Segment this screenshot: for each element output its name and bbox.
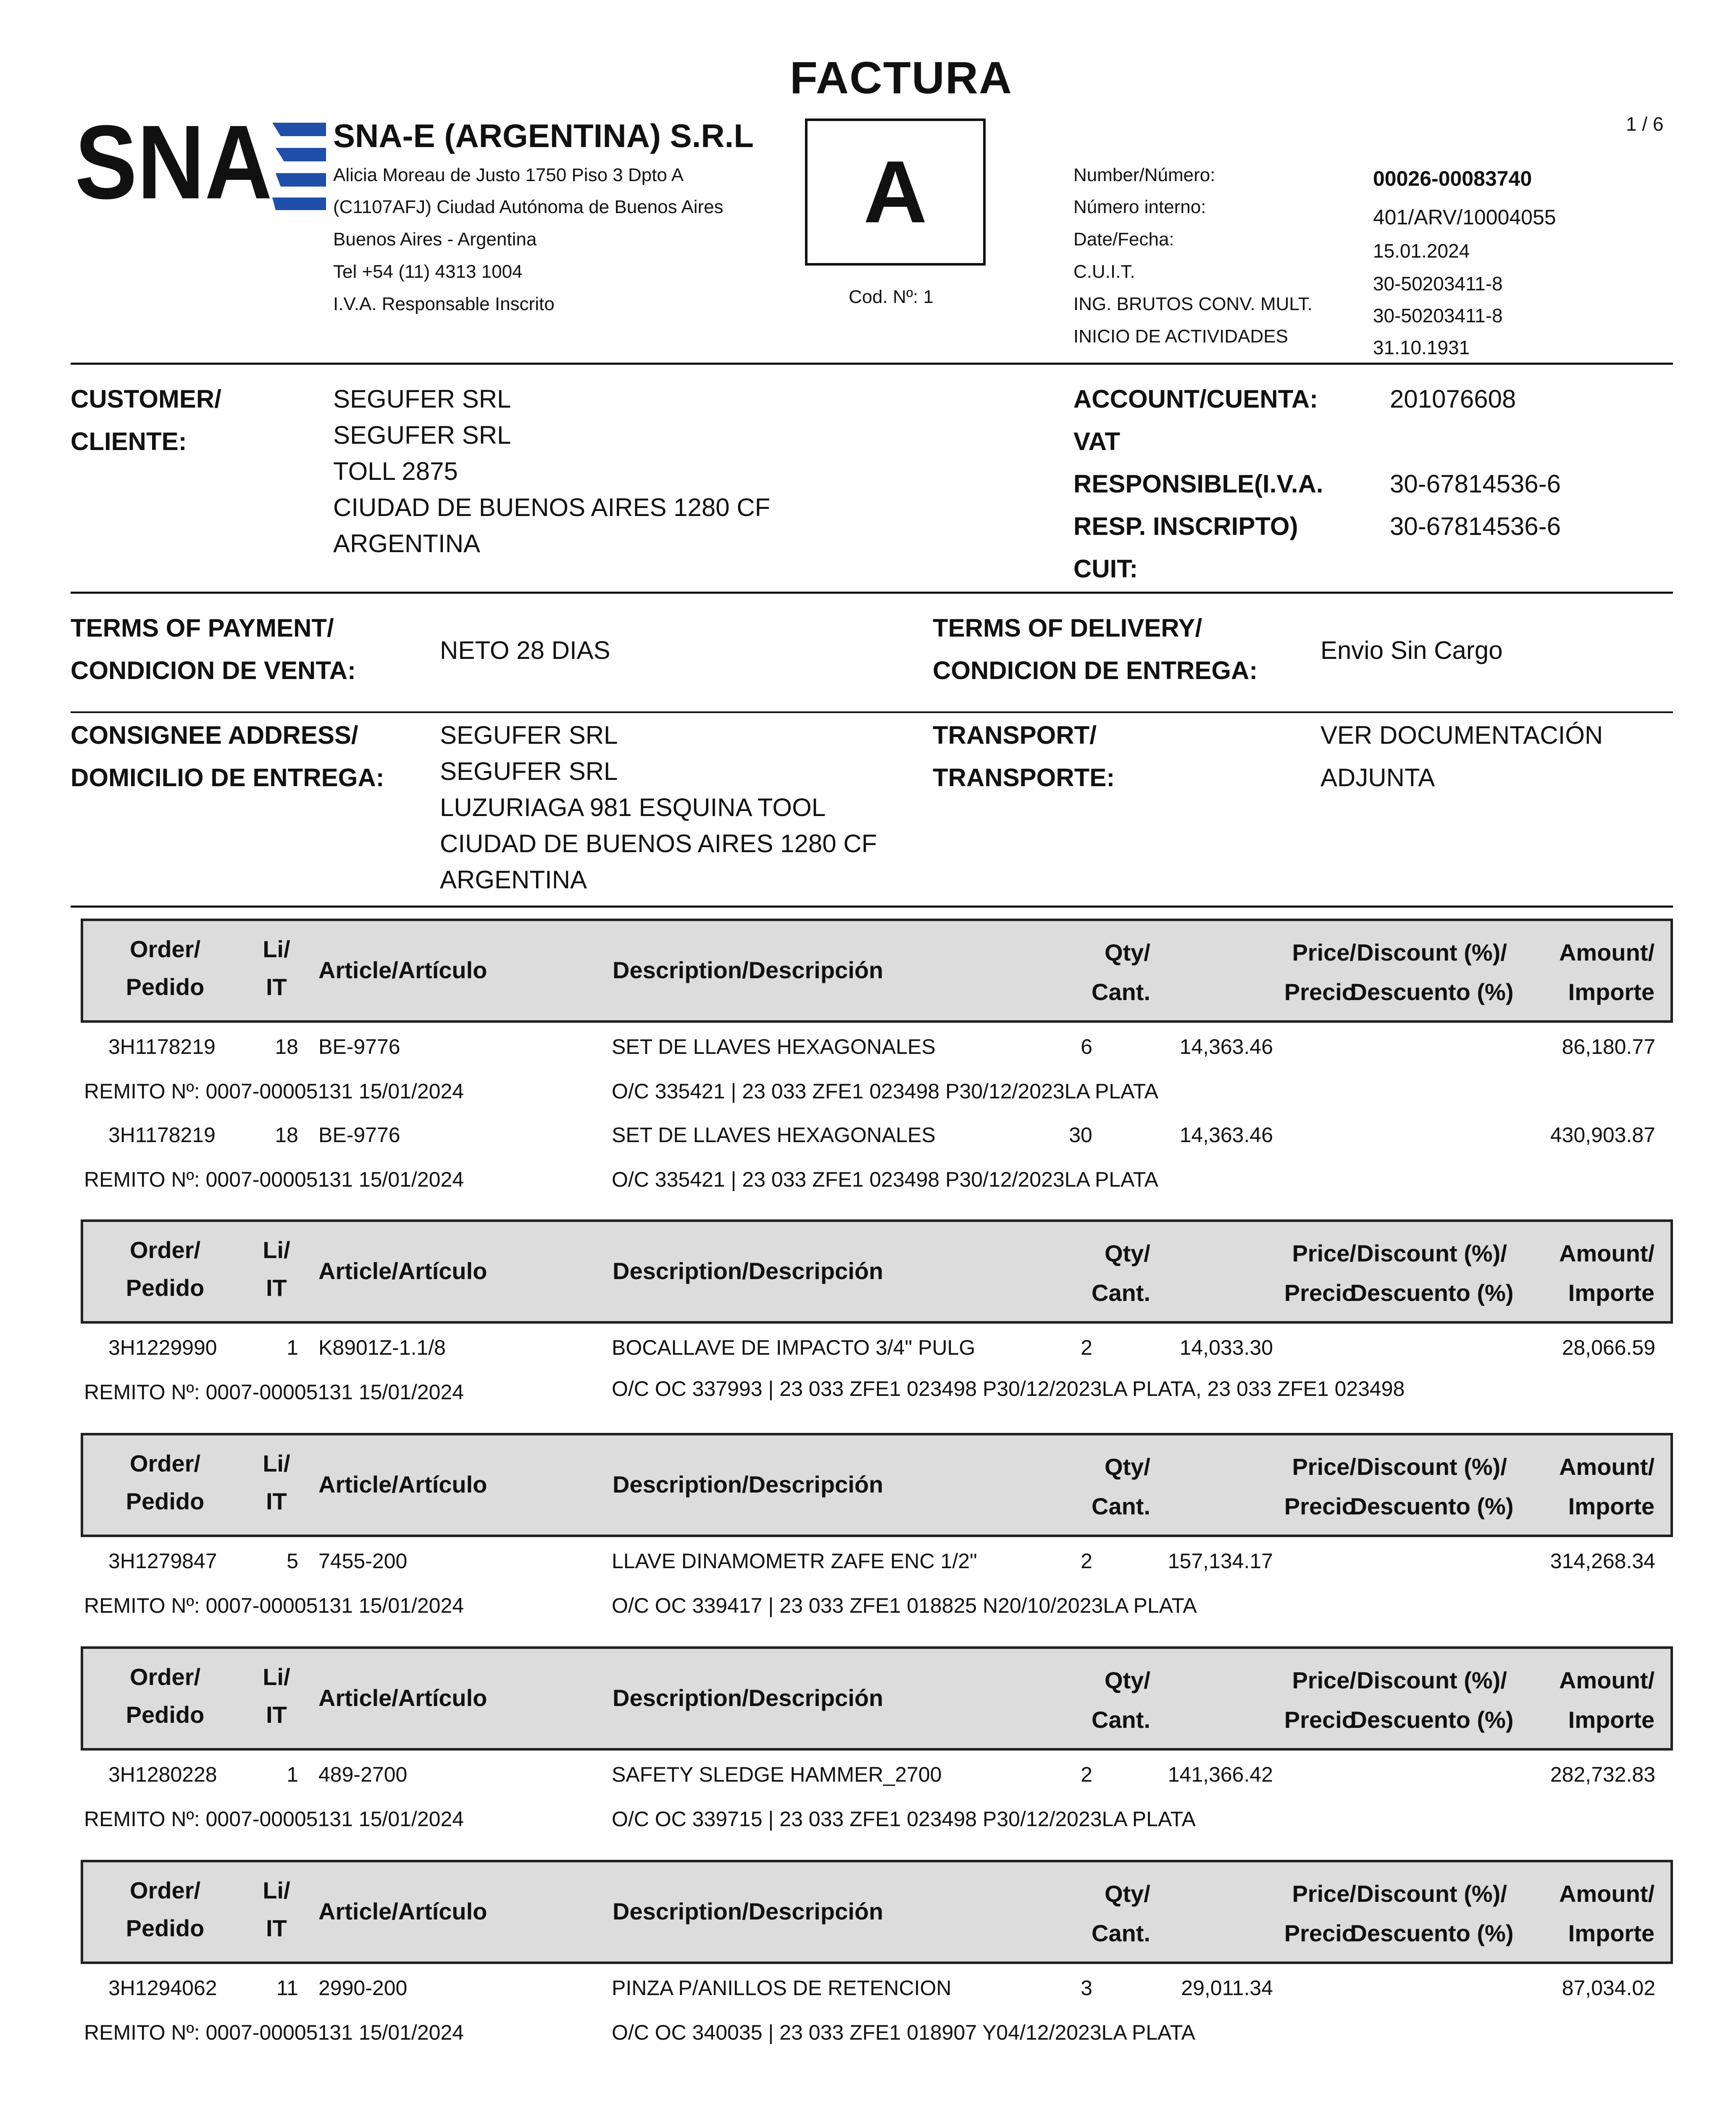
cod-number: Cod. Nº: 1	[849, 287, 934, 307]
meta-label: Date/Fecha:	[1073, 229, 1174, 250]
col-price: Precio	[1284, 1493, 1356, 1519]
divider	[71, 363, 1673, 365]
item-amount: 86,180.77	[1562, 1035, 1655, 1058]
col-qty: Qty/	[1105, 1880, 1150, 1907]
col-price: Precio	[1284, 1706, 1356, 1733]
col-li: IT	[266, 1701, 287, 1728]
col-order: Pedido	[126, 1701, 205, 1728]
items-table-header	[81, 1433, 1673, 1537]
col-qty: Cant.	[1092, 1920, 1150, 1946]
item-price: 157,134.17	[1168, 1549, 1273, 1573]
item-description: SET DE LLAVES HEXAGONALES	[612, 1035, 936, 1058]
col-discount: Discount (%)/	[1357, 1667, 1507, 1693]
col-price: Precio	[1284, 979, 1356, 1005]
col-discount: Descuento (%)	[1350, 1280, 1514, 1306]
col-li: IT	[266, 974, 287, 1000]
item-order: 3H1280228	[108, 1763, 217, 1786]
col-qty: Cant.	[1092, 979, 1150, 1005]
col-amount: Amount/	[1559, 939, 1654, 966]
col-li: IT	[266, 1488, 287, 1514]
item-li: 11	[276, 1976, 298, 2000]
consignee-line: SEGUFER SRL	[440, 757, 618, 785]
item-price: 14,033.30	[1179, 1336, 1273, 1359]
col-discount: Discount (%)/	[1357, 1880, 1507, 1907]
payment-terms-label: CONDICION DE VENTA:	[71, 656, 356, 685]
transport-line: ADJUNTA	[1320, 764, 1435, 792]
item-article: 2990-200	[318, 1976, 408, 2000]
consignee-line: ARGENTINA	[440, 866, 587, 894]
cuit: 30-50203411-8	[1373, 273, 1503, 295]
col-amount: Amount/	[1559, 1880, 1654, 1907]
invoice-type-box	[805, 118, 986, 266]
item-price: 14,363.46	[1179, 1123, 1273, 1147]
consignee-line: CIUDAD DE BUENOS AIRES 1280 CF	[440, 829, 877, 858]
divider	[71, 592, 1673, 594]
customer-line: TOLL 2875	[333, 457, 458, 485]
company-phone: Tel +54 (11) 4313 1004	[333, 261, 523, 282]
delivery-terms-label: TERMS OF DELIVERY/	[933, 614, 1202, 642]
company-name: SNA-E (ARGENTINA) S.R.L	[333, 117, 754, 154]
item-li: 18	[275, 1035, 298, 1058]
col-description: Description/Descripción	[613, 1898, 884, 1925]
vat-number: 30-67814536-6	[1390, 470, 1561, 498]
col-description: Description/Descripción	[613, 1471, 884, 1498]
consignee-line: LUZURIAGA 981 ESQUINA TOOL	[440, 793, 826, 821]
consignee-label: CONSIGNEE ADDRESS/	[71, 721, 358, 749]
transport-label: TRANSPORT/	[933, 721, 1097, 749]
item-article: 489-2700	[318, 1763, 408, 1786]
divider	[71, 711, 1673, 713]
item-article: K8901Z-1.1/8	[318, 1336, 446, 1359]
col-discount: Descuento (%)	[1350, 979, 1514, 1005]
col-amount: Amount/	[1559, 1453, 1654, 1480]
col-discount: Descuento (%)	[1350, 1920, 1514, 1946]
customer-label: CLIENTE:	[71, 427, 187, 455]
item-description: BOCALLAVE DE IMPACTO 3/4" PULG	[612, 1336, 976, 1359]
col-order: Pedido	[126, 974, 205, 1000]
col-price: Precio	[1284, 1280, 1356, 1306]
transport-line: VER DOCUMENTACIÓN	[1320, 721, 1603, 749]
col-price: Price/	[1292, 1667, 1356, 1693]
item-li: 1	[287, 1763, 298, 1786]
company-address-line: (C1107AFJ) Ciudad Autónoma de Buenos Aires	[333, 197, 723, 217]
items-table-header	[81, 1219, 1673, 1324]
item-qty: 3	[1081, 1976, 1092, 2000]
consignee-label: DOMICILIO DE ENTREGA:	[71, 764, 384, 792]
item-purchase-order: O/C OC 340035 | 23 033 ZFE1 018907 Y04/12/2023LA PLATA	[612, 2021, 1195, 2044]
meta-label: INICIO DE ACTIVIDADES	[1073, 326, 1288, 347]
col-description: Description/Descripción	[613, 1685, 884, 1711]
items-table-header	[81, 919, 1673, 1023]
col-amount: Importe	[1568, 1493, 1654, 1519]
company-address-line: Alicia Moreau de Justo 1750 Piso 3 Dpto A	[333, 165, 684, 185]
item-remito: REMITO Nº: 0007-00005131 15/01/2024	[84, 1807, 464, 1831]
col-order: Pedido	[126, 1274, 205, 1301]
item-purchase-order: O/C OC 339417 | 23 033 ZFE1 018825 N20/10/2023LA PLATA	[612, 1594, 1197, 1617]
payment-terms-label: TERMS OF PAYMENT/	[71, 614, 334, 642]
col-article: Article/Artículo	[318, 1898, 487, 1925]
item-qty: 2	[1081, 1763, 1092, 1786]
meta-label: Number/Número:	[1073, 165, 1215, 185]
col-order: Pedido	[126, 1488, 205, 1514]
col-order: Pedido	[126, 1915, 205, 1941]
item-remito: REMITO Nº: 0007-00005131 15/01/2024	[84, 1079, 464, 1103]
col-qty: Cant.	[1092, 1493, 1150, 1519]
col-li: Li/	[263, 1237, 290, 1263]
item-order: 3H1178219	[108, 1123, 216, 1147]
item-amount: 282,732.83	[1550, 1763, 1655, 1786]
consignee-line: SEGUFER SRL	[440, 721, 618, 749]
col-li: IT	[266, 1274, 287, 1301]
payment-terms-value: NETO 28 DIAS	[440, 636, 610, 664]
item-order: 3H1279847	[108, 1549, 217, 1573]
item-li: 1	[287, 1336, 298, 1359]
page-number: 1 / 6	[1626, 113, 1664, 135]
item-amount: 28,066.59	[1562, 1336, 1655, 1359]
col-order: Order/	[129, 936, 201, 962]
internal-number: 401/ARV/10004055	[1373, 205, 1556, 229]
col-discount: Descuento (%)	[1350, 1706, 1514, 1733]
transport-label: TRANSPORTE:	[933, 764, 1115, 792]
divider	[71, 906, 1673, 908]
item-article: 7455-200	[318, 1549, 408, 1573]
col-li: Li/	[263, 1877, 290, 1904]
col-article: Article/Artículo	[318, 1471, 487, 1498]
delivery-terms-label: CONDICION DE ENTREGA:	[933, 656, 1258, 685]
ingresos-brutos: 30-50203411-8	[1373, 305, 1503, 326]
invoice-type-letter: A	[863, 142, 927, 241]
col-order: Order/	[129, 1877, 201, 1904]
item-description: LLAVE DINAMOMETR ZAFE ENC 1/2"	[612, 1549, 977, 1573]
col-qty: Cant.	[1092, 1706, 1150, 1733]
col-discount: Discount (%)/	[1357, 939, 1507, 966]
item-order: 3H1229990	[108, 1336, 217, 1359]
item-description: SAFETY SLEDGE HAMMER_2700	[612, 1763, 942, 1786]
item-order: 3H1294062	[108, 1976, 217, 2000]
item-description: PINZA P/ANILLOS DE RETENCION	[612, 1976, 952, 2000]
account-number: 201076608	[1390, 385, 1516, 413]
col-price: Price/	[1292, 939, 1356, 966]
item-price: 14,363.46	[1179, 1035, 1273, 1058]
item-purchase-order: O/C 335421 | 23 033 ZFE1 023498 P30/12/2023LA PLATA	[612, 1168, 1158, 1191]
item-article: BE-9776	[318, 1035, 400, 1058]
col-article: Article/Artículo	[318, 1258, 487, 1284]
col-qty: Qty/	[1105, 939, 1150, 966]
account-label: ACCOUNT/CUENTA:	[1073, 385, 1318, 413]
col-article: Article/Artículo	[318, 957, 487, 983]
item-remito: REMITO Nº: 0007-00005131 15/01/2024	[84, 1380, 464, 1404]
account-label: CUIT:	[1073, 555, 1138, 583]
document-title: FACTURA	[790, 52, 1013, 103]
meta-label: Número interno:	[1073, 197, 1206, 217]
col-price: Precio	[1284, 1920, 1356, 1946]
col-amount: Importe	[1568, 1706, 1654, 1733]
item-article: BE-9776	[318, 1123, 400, 1147]
col-li: Li/	[263, 1450, 290, 1477]
col-li: Li/	[263, 1664, 290, 1690]
item-price: 29,011.34	[1181, 1976, 1273, 2000]
item-amount: 87,034.02	[1562, 1976, 1655, 2000]
invoice-date: 15.01.2024	[1373, 240, 1470, 262]
item-amount: 314,268.34	[1550, 1549, 1655, 1573]
item-purchase-order: O/C 335421 | 23 033 ZFE1 023498 P30/12/2023LA PLATA	[612, 1079, 1158, 1103]
col-qty: Cant.	[1092, 1280, 1150, 1306]
col-discount: Discount (%)/	[1357, 1453, 1507, 1480]
item-li: 18	[275, 1123, 298, 1147]
col-order: Order/	[129, 1450, 201, 1477]
item-purchase-order: O/C OC 339715 | 23 033 ZFE1 023498 P30/12/2023LA PLATA	[612, 1807, 1196, 1831]
item-remito: REMITO Nº: 0007-00005131 15/01/2024	[84, 1168, 464, 1191]
invoice-number: 00026-00083740	[1373, 167, 1532, 190]
logo-text: SNA	[75, 114, 272, 211]
items-table-header	[81, 1646, 1673, 1751]
account-label: VAT	[1073, 427, 1121, 455]
item-li: 5	[287, 1549, 298, 1573]
company-iva: I.V.A. Responsable Inscrito	[333, 294, 555, 314]
customer-label: CUSTOMER/	[71, 385, 221, 413]
col-price: Price/	[1292, 1880, 1356, 1907]
col-amount: Amount/	[1559, 1240, 1654, 1266]
vat-number: 30-67814536-6	[1390, 512, 1561, 540]
meta-label: ING. BRUTOS CONV. MULT.	[1073, 294, 1313, 314]
item-qty: 30	[1069, 1123, 1092, 1147]
col-qty: Qty/	[1105, 1667, 1150, 1693]
col-amount: Importe	[1568, 1280, 1654, 1306]
delivery-terms-value: Envio Sin Cargo	[1320, 636, 1503, 664]
col-amount: Importe	[1568, 979, 1654, 1005]
company-address-line: Buenos Aires - Argentina	[333, 229, 537, 250]
col-amount: Amount/	[1559, 1667, 1654, 1693]
item-order: 3H1178219	[108, 1035, 216, 1058]
item-remito: REMITO Nº: 0007-00005131 15/01/2024	[84, 1594, 464, 1617]
col-description: Description/Descripción	[613, 1258, 884, 1284]
sna-logo	[75, 114, 327, 211]
col-order: Order/	[129, 1237, 201, 1263]
customer-line: ARGENTINA	[333, 529, 481, 558]
item-qty: 6	[1081, 1035, 1092, 1058]
col-description: Description/Descripción	[613, 957, 884, 983]
col-li: IT	[266, 1915, 287, 1941]
col-order: Order/	[129, 1664, 201, 1690]
item-amount: 430,903.87	[1550, 1123, 1655, 1147]
col-li: Li/	[263, 936, 290, 962]
col-price: Price/	[1292, 1240, 1356, 1266]
item-remito: REMITO Nº: 0007-00005131 15/01/2024	[84, 2021, 464, 2044]
item-qty: 2	[1081, 1336, 1092, 1359]
item-description: SET DE LLAVES HEXAGONALES	[612, 1123, 936, 1147]
col-amount: Importe	[1568, 1920, 1654, 1946]
col-discount: Descuento (%)	[1350, 1493, 1514, 1519]
col-article: Article/Artículo	[318, 1685, 487, 1711]
start-of-activities: 31.10.1931	[1373, 337, 1470, 358]
col-qty: Qty/	[1105, 1240, 1150, 1266]
meta-label: C.U.I.T.	[1073, 261, 1135, 282]
item-qty: 2	[1081, 1549, 1092, 1573]
item-price: 141,366.42	[1168, 1763, 1273, 1786]
col-qty: Qty/	[1105, 1453, 1150, 1480]
customer-line: CIUDAD DE BUENOS AIRES 1280 CF	[333, 493, 771, 521]
account-label: RESPONSIBLE(I.V.A.	[1073, 470, 1323, 498]
account-label: RESP. INSCRIPTO)	[1073, 512, 1298, 540]
col-discount: Discount (%)/	[1357, 1240, 1507, 1266]
col-price: Price/	[1292, 1453, 1356, 1480]
items-table-header	[81, 1860, 1673, 1964]
item-purchase-order: O/C OC 337993 | 23 033 ZFE1 023498 P30/12/2023LA PLATA, 23 033 ZFE1 023498	[612, 1377, 1405, 1401]
customer-line: SEGUFER SRL	[333, 421, 511, 449]
customer-line: SEGUFER SRL	[333, 385, 511, 413]
